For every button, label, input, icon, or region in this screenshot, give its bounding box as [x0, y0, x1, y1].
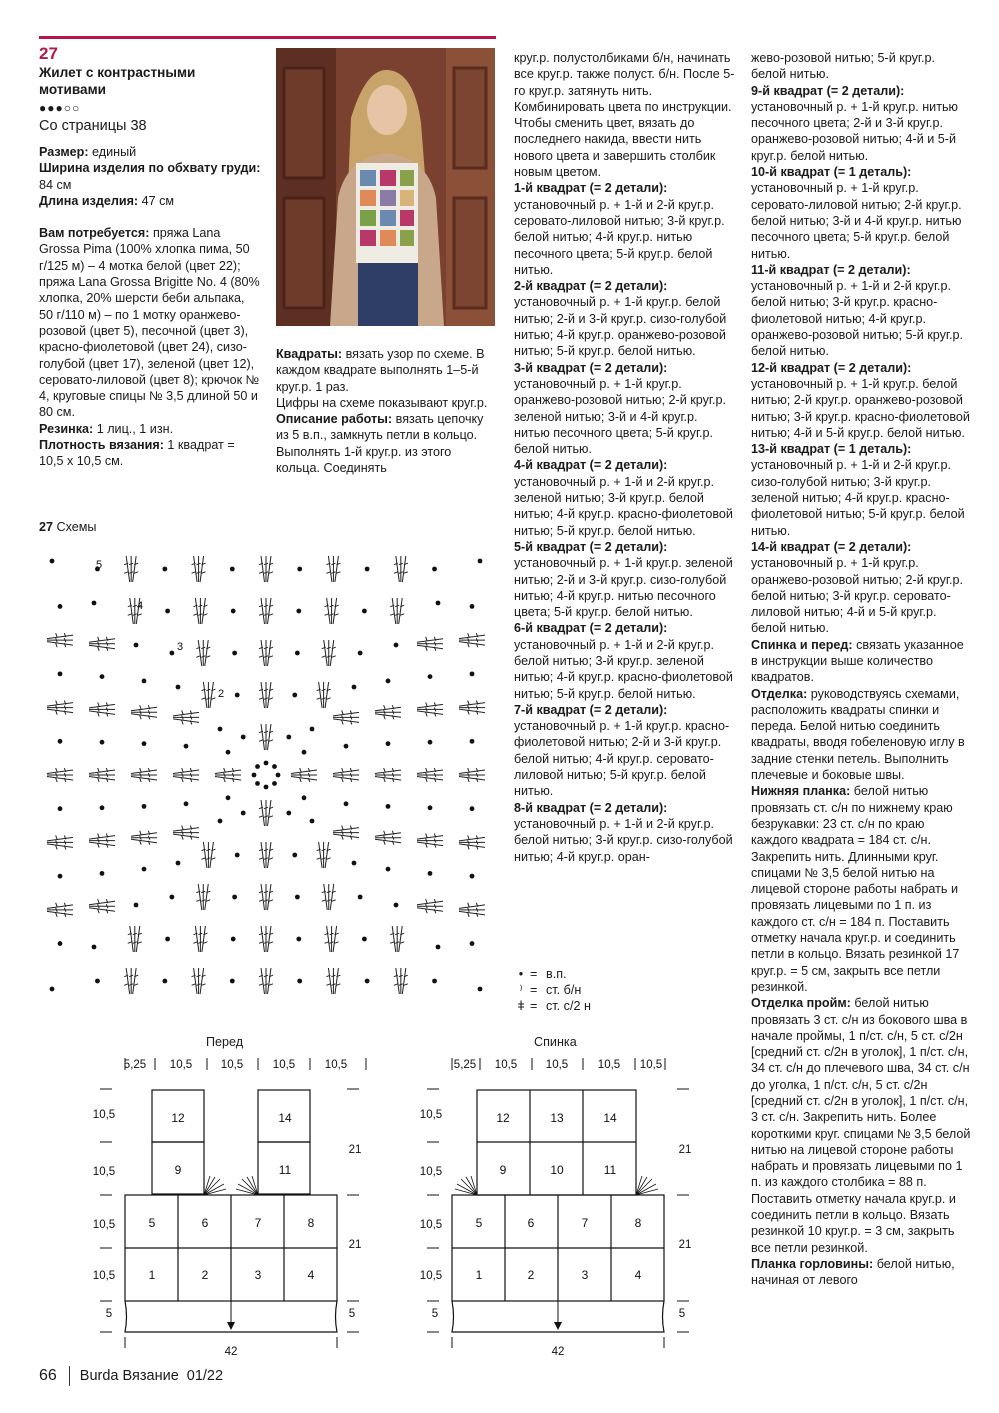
- spec-materials: Вам потребуется: пряжа Lana Grossa Pima (100% хлопка пима, 50 г/125 м) – 4 мотка белой (цвет 22); пряжа Lana Grossa Brigitte No. 4 (80% хлопка, 20% шерсти беби альпака, 50 г/110 м) – по 1 мотку оранжево-розовой (цвет 5), песочной (цвет 3), красно-фиолетовой (цвет 24), сизо-голубой (цвет 17), зеленой (цвет 12), серовато-лиловой (цвет 8); крючок № 4, круговые спицы № 3,5 длиной 50 и 80 см.: [39, 226, 260, 420]
- intro-paragraph-1: круг.р. полустолбиками б/н, начинать все круг.р. также полуст. б/н. После 5-го круг.р. затянуть нить. Комбинировать цвета по инструкции.: [514, 51, 735, 114]
- chain-dot: [252, 773, 257, 778]
- stitch-mark: [47, 701, 73, 715]
- stitch-mark: [259, 842, 273, 868]
- back-left-dim: 10,5: [419, 1166, 443, 1178]
- front-square: 12: [171, 1111, 185, 1125]
- chain-dot: [142, 678, 147, 683]
- page-number: 66: [39, 1367, 57, 1384]
- chain-dot: [235, 853, 240, 858]
- stitch-mark: [259, 598, 273, 624]
- chain-dot: [344, 801, 349, 806]
- chain-dot: [255, 781, 260, 786]
- front-square: 6: [201, 1216, 209, 1230]
- model-photo: [276, 48, 495, 326]
- footer-issue: 01/22: [186, 1368, 224, 1384]
- stitch-mark: [375, 705, 401, 719]
- chain-dot: [165, 937, 170, 942]
- article-number: 27: [39, 44, 58, 63]
- stitch-mark: [333, 710, 359, 724]
- chain-dot: [231, 609, 236, 614]
- back-top-dim: 10,5: [639, 1059, 663, 1071]
- stitch-mark: [173, 768, 199, 782]
- chain-dot: [100, 740, 105, 745]
- front-right-dim: 5: [348, 1308, 356, 1320]
- square-14: 14-й квадрат (= 2 детали): установочный р. + 1-й круг.р. оранжево-розовой нитью; 2-й круг.р. белой нитью; 3-й круг.р. серовато-лиловой нитью; 4-й и 5-й круг.р. белой нитью.: [751, 539, 963, 636]
- chain-dot: [142, 741, 147, 746]
- front-square: 5: [148, 1216, 156, 1230]
- back-square: 1: [475, 1268, 483, 1282]
- stitch-mark: [215, 768, 241, 782]
- front-left-dim: 10,5: [92, 1219, 116, 1231]
- chain-dot: [297, 567, 302, 572]
- stitch-mark: [417, 702, 443, 716]
- chain-dot: [230, 979, 235, 984]
- front-left-dim: 10,5: [92, 1109, 116, 1121]
- chain-dot: [365, 567, 370, 572]
- chain-dot: [226, 795, 231, 800]
- front-right-dim: 21: [348, 1239, 362, 1251]
- square-8-continued: жево-розовой нитью; 5-й круг.р. белой нитью.: [751, 51, 935, 82]
- chain-dot: [241, 811, 246, 816]
- chain-dot: [310, 727, 315, 732]
- chain-dot: [432, 979, 437, 984]
- back-square: 4: [634, 1268, 642, 1282]
- back-square: 3: [581, 1268, 589, 1282]
- back-square: 13: [550, 1111, 564, 1125]
- stitch-mark: [201, 842, 215, 868]
- chain-dot: [58, 604, 63, 609]
- chain-dot: [432, 567, 437, 572]
- chain-dot: [470, 874, 475, 879]
- chain-dot: [230, 567, 235, 572]
- front-top-dim: 10,5: [272, 1059, 296, 1071]
- stitch-mark: [417, 834, 443, 848]
- symbol-legend: [512, 966, 632, 1014]
- stitch-mark: [193, 598, 207, 624]
- front-square: 1: [148, 1268, 156, 1282]
- chain-dot: [272, 781, 277, 786]
- chain-dot: [92, 601, 97, 606]
- chain-dot: [276, 773, 281, 778]
- chain-dot: [344, 744, 349, 749]
- back-square: 9: [499, 1163, 507, 1177]
- stitch-mark: [325, 926, 339, 952]
- front-square: 9: [174, 1163, 182, 1177]
- column-squares-intro: [276, 346, 498, 476]
- stitch-mark: [322, 884, 336, 910]
- stitch-mark: [47, 835, 73, 849]
- stitch-mark: [259, 800, 273, 826]
- column-specs: [39, 44, 261, 470]
- stitch-mark: [128, 926, 142, 952]
- legend-dtr: ǂ = ст. с/2 н: [517, 999, 591, 1013]
- back-square: 14: [603, 1111, 617, 1125]
- digits-note: Цифры на схеме показывают круг.р.: [276, 395, 488, 410]
- square-13: 13-й квадрат (= 1 деталь): установочный р. + 1-й и 2-й круг.р. сизо-голубой нитью; 3-й круг.р. зеленой нитью; 4-й круг.р. красно-фиолетовой нитью; 5-й круг.р. белой нитью.: [751, 442, 965, 538]
- stitch-mark: [459, 768, 485, 782]
- chain-dot: [134, 643, 139, 648]
- chain-dot: [470, 941, 475, 946]
- chain-dot: [365, 979, 370, 984]
- stitch-mark: [394, 556, 408, 582]
- stitch-mark: [193, 926, 207, 952]
- stitch-mark: [124, 968, 138, 994]
- square-10: 10-й квадрат (= 1 деталь): установочный р. + 1-й круг.р. серовато-лиловой нитью; 2-й круг.р. белой нитью; 3-й и 4-й круг.р. нитью песочного цвета; 5-й круг.р. белой нитью.: [751, 165, 962, 261]
- chain-dot: [218, 819, 223, 824]
- chain-dot: [58, 941, 63, 946]
- stitch-mark: [47, 768, 73, 782]
- back-top-dim: 10,5: [494, 1059, 518, 1071]
- spec-width: Ширина изделия по обхвату груди: 84 см: [39, 161, 261, 192]
- chain-dot: [100, 674, 105, 679]
- stitch-mark: [390, 926, 404, 952]
- stitch-mark: [390, 598, 404, 624]
- chain-dot: [286, 735, 291, 740]
- back-square: 8: [634, 1216, 642, 1230]
- stitch-mark: [131, 768, 157, 782]
- chain-dot: [428, 740, 433, 745]
- stitch-mark: [375, 768, 401, 782]
- back-right-dim: 21: [678, 1144, 692, 1156]
- spec-rib: Резинка: 1 лиц., 1 изн.: [39, 421, 174, 436]
- column-squares-1-8: [514, 50, 736, 865]
- chain-dot: [428, 871, 433, 876]
- chain-dot: [95, 979, 100, 984]
- front-square: 2: [201, 1268, 209, 1282]
- front-square: 3: [254, 1268, 262, 1282]
- stitch-mark: [459, 903, 485, 917]
- stitch-mark: [417, 768, 443, 782]
- model-photo-illustration: [276, 48, 495, 326]
- stitch-mark: [47, 903, 73, 917]
- stitch-mark: [89, 702, 115, 716]
- back-bottom-dim: 42: [551, 1346, 565, 1358]
- chain-dot: [386, 678, 391, 683]
- crochet-chart: [36, 540, 496, 1010]
- round-number-2: 2: [218, 688, 225, 700]
- chain-dot: [58, 671, 63, 676]
- back-square: 7: [581, 1216, 589, 1230]
- chain-dot: [310, 819, 315, 824]
- chain-dot: [394, 643, 399, 648]
- back-left-dim: 10,5: [419, 1219, 443, 1231]
- chain-dot: [92, 945, 97, 950]
- spec-gauge: Плотность вязания: 1 квадрат = 10,5 х 10,5 см.: [39, 438, 235, 469]
- chain-dot: [295, 651, 300, 656]
- chain-dot: [470, 604, 475, 609]
- stitch-mark: [333, 768, 359, 782]
- stitch-mark: [417, 637, 443, 651]
- chain-dot: [58, 806, 63, 811]
- chain-dot: [169, 895, 174, 900]
- finishing-paragraph: Отделка: руководствуясь схемами, расположить квадраты спинки и переда. Белой нитью соединить квадраты, вводя гобеленовую иглу в задние стенки петель. Выполнить плечевые и боковые швы.: [751, 686, 965, 783]
- square-12: 12-й квадрат (= 2 детали): установочный р. + 1-й круг.р. белой нитью; 2-й круг.р. оранжево-розовой нитью; 3-й круг.р. красно-фиолетовой нитью; 4-й и 5-й круг.р. белой нитью.: [751, 360, 970, 440]
- footer-brand: Burda Вязание: [79, 1368, 179, 1384]
- chain-dot: [235, 693, 240, 698]
- article-title: Жилет с контрастными мотивами: [39, 65, 196, 97]
- back-title: Спинка: [534, 1035, 577, 1049]
- chain-dot: [134, 903, 139, 908]
- stitch-mark: [459, 633, 485, 647]
- back-top-dim: 10,5: [545, 1059, 569, 1071]
- front-square: 14: [278, 1111, 292, 1125]
- front-left-dim: 10,5: [92, 1270, 116, 1282]
- stitch-mark: [89, 899, 115, 913]
- chain-dot: [142, 804, 147, 809]
- back-left-dim: 10,5: [419, 1109, 443, 1121]
- chain-dot: [436, 601, 441, 606]
- front-right-dim: 21: [348, 1144, 362, 1156]
- stitch-mark: [89, 834, 115, 848]
- square-3: 3-й квадрат (= 2 детали): установочный р. + 1-й круг.р. оранжево-розовой нитью; 2-й круг.р. зеленой нитью; 3-й и 4-й круг.р. нитью песочного цвета; 5-й круг.р. белой нитью.: [514, 360, 726, 457]
- footer-divider: [69, 1366, 70, 1386]
- chain-dot: [169, 651, 174, 656]
- stitch-mark: [124, 556, 138, 582]
- neckband-paragraph: Планка горловины: белой нитью, начиная от левого: [751, 1256, 955, 1288]
- stitch-mark: [196, 640, 210, 666]
- chain-dot: [386, 867, 391, 872]
- back-front-paragraph: Спинка и перед: связать указанное в инструкции выше количество квадратов.: [751, 637, 964, 685]
- back-top-dim: 10,5: [597, 1059, 621, 1071]
- chain-dot: [394, 903, 399, 908]
- spec-length: Длина изделия: 47 см: [39, 193, 175, 208]
- chain-dot: [165, 609, 170, 614]
- chain-dot: [232, 895, 237, 900]
- back-square: 11: [603, 1163, 617, 1177]
- back-schematic: [407, 1052, 707, 1364]
- back-square: 6: [527, 1216, 535, 1230]
- difficulty-rating: ●●●○○: [39, 101, 81, 115]
- front-top-dim: 10,5: [169, 1059, 193, 1071]
- stitch-mark: [417, 899, 443, 913]
- round-number-4: 4: [137, 600, 144, 612]
- chain-dot: [184, 801, 189, 806]
- stitch-mark: [47, 633, 73, 647]
- chain-dot: [264, 761, 269, 766]
- chain-dot: [226, 750, 231, 755]
- stitch-mark: [317, 842, 331, 868]
- stitch-mark: [326, 968, 340, 994]
- square-5: 5-й квадрат (= 2 детали): установочный р. + 1-й круг.р. зеленой нитью; 2-й и 3-й круг.р. сизо-голубой нитью; 4-й круг.р. нитью песочного цвета; 5-й круг.р. белой нитью.: [514, 539, 733, 620]
- stitch-mark: [333, 826, 359, 840]
- front-square: 8: [307, 1216, 315, 1230]
- schemes-label: 27 Схемы: [39, 520, 97, 534]
- front-top-dim: 5,25: [123, 1059, 147, 1071]
- page-footer: [39, 1366, 223, 1386]
- chain-dot: [176, 685, 181, 690]
- stitch-mark: [394, 968, 408, 994]
- chain-dot: [352, 685, 357, 690]
- front-top-dim: 10,5: [324, 1059, 348, 1071]
- chain-dot: [272, 764, 277, 769]
- chain-dot: [142, 867, 147, 872]
- chain-dot: [478, 559, 483, 564]
- stitch-mark: [375, 831, 401, 845]
- front-square: 4: [307, 1268, 315, 1282]
- chain-dot: [286, 811, 291, 816]
- chain-dot: [255, 764, 260, 769]
- chain-dot: [296, 937, 301, 942]
- square-11: 11-й квадрат (= 2 детали): установочный р. + 1-й и 2-й круг.р. белой нитью; 3-й круг.р. красно-фиолетовой нитью; 4-й круг.р. оранжево-розовой нитью; 5-й круг.р. белой нитью.: [751, 262, 963, 359]
- stitch-mark: [259, 682, 273, 708]
- chain-dot: [358, 895, 363, 900]
- front-left-dim: 10,5: [92, 1166, 116, 1178]
- chain-dot: [428, 674, 433, 679]
- stitch-mark: [89, 768, 115, 782]
- legend-chain: • = в.п.: [518, 967, 567, 981]
- back-right-dim: 21: [678, 1239, 692, 1251]
- description-paragraph: Описание работы: вязать цепочку из 5 в.п., замкнуть петли в кольцо. Выполнять 1-й круг.р. из этого кольца. Соединять: [276, 412, 484, 476]
- stitch-mark: [131, 705, 157, 719]
- stitch-mark: [259, 968, 273, 994]
- back-top-dim: 5,25: [453, 1059, 477, 1071]
- front-square: 7: [254, 1216, 262, 1230]
- stitch-mark: [173, 710, 199, 724]
- front-schematic: [80, 1052, 380, 1364]
- chain-dot: [297, 979, 302, 984]
- chain-dot: [50, 987, 55, 992]
- chain-dot: [470, 671, 475, 676]
- chain-dot: [295, 895, 300, 900]
- round-number-3: 3: [177, 641, 184, 653]
- back-square: 12: [496, 1111, 510, 1125]
- chain-dot: [362, 609, 367, 614]
- stitch-mark: [325, 598, 339, 624]
- square-1: 1-й квадрат (= 2 детали): установочный р. + 1-й и 2-й круг.р. серовато-лиловой нитью; 3-й круг.р. белой нитью; 4-й круг.р. нитью песочного цвета; 5-й круг.р. белой нитью.: [514, 181, 725, 277]
- chain-dot: [176, 861, 181, 866]
- chain-dot: [302, 750, 307, 755]
- back-right-dim: 5: [678, 1308, 686, 1320]
- chain-dot: [58, 874, 63, 879]
- stitch-mark: [196, 884, 210, 910]
- armhole-paragraph: Отделка пройм: белой нитью провязать 3 ст. с/н из бокового шва в начале проймы, 1 п/ст. с/н, 5 ст. с/2н [средний ст. с/2н в уголок], 1 п/ст. с/н, 34 ст. с/н до плечевого шва, 34 ст. с/н до уголка, 1 п/ст. с/н, 5 ст. с/2н [средний ст. с/2н в уголок], 1 п/ст. с/н, 3 ст. с/н. Закрепить нить. Более короткими круг. спицами № 3,5 белой нитью на лицевой стороне работы набрать и провязать лицевыми по 1 п. из каждого столбика = 88 п. Поставить отметку начала круг.р. и соединить петли в кольцо. Вязать резинкой 10 круг.р. = 3 см, закрыть все петли резинкой.: [751, 996, 971, 1255]
- chain-dot: [386, 741, 391, 746]
- chain-dot: [362, 937, 367, 942]
- from-page: Со страницы 38: [39, 118, 147, 134]
- back-square: 10: [550, 1163, 564, 1177]
- header-rule: [39, 36, 496, 39]
- chain-dot: [100, 871, 105, 876]
- chain-dot: [428, 805, 433, 810]
- chain-dot: [352, 861, 357, 866]
- square-2: 2-й квадрат (= 2 детали): установочный р. + 1-й круг.р. белой нитью; 2-й и 3-й круг.р. сизо-голубой нитью; 4-й круг.р. оранжево-розовой нитью; 5-й круг.р. белой нитью.: [514, 279, 727, 359]
- front-left-dim: 5: [105, 1308, 113, 1320]
- stitch-mark: [192, 556, 206, 582]
- chain-dot: [292, 853, 297, 858]
- square-7: 7-й квадрат (= 2 детали): установочный р. + 1-й круг.р. красно-фиолетовой нитью; 2-й и 3-й круг.р. белой нитью; 4-й круг.р. серовато-лиловой нитью; 5-й круг.р. белой нитью.: [514, 702, 730, 799]
- chain-dot: [100, 805, 105, 810]
- chain-dot: [58, 739, 63, 744]
- stitch-mark: [326, 556, 340, 582]
- chain-dot: [436, 945, 441, 950]
- hem-paragraph: Нижняя планка: белой нитью провязать ст. с/н по нижнему краю безрукавки: 23 ст. с/н по краю каждого квадрата = 184 ст. с/н. Закрепить нить. Длинными круг. спицами № 3,5 белой нитью на лицевой стороне работы набрать и провязать лицевыми по 1 п. из каждого ст. с/н = 184 п. Поставить отметку начала круг.р. и соединить петли в кольцо. Вязать резинкой 17 круг.р. = 5 см, закрыть все петли резинкой.: [751, 784, 960, 994]
- chain-dot: [241, 735, 246, 740]
- stitch-mark: [291, 768, 317, 782]
- round-number-5: 5: [96, 559, 103, 571]
- back-left-dim: 5: [431, 1308, 439, 1320]
- chain-dot: [264, 785, 269, 790]
- stitch-mark: [317, 682, 331, 708]
- stitch-mark: [259, 884, 273, 910]
- chain-dot: [296, 609, 301, 614]
- front-square: 11: [278, 1163, 292, 1177]
- squares-paragraph: Квадраты: вязать узор по схеме. В каждом квадрате выполнять 1–5-й круг.р. 1 раз.: [276, 347, 485, 394]
- stitch-mark: [259, 556, 273, 582]
- stitch-mark: [131, 831, 157, 845]
- chain-dot: [470, 806, 475, 811]
- chain-dot: [358, 651, 363, 656]
- intro-paragraph-2: Чтобы сменить цвет, вязать до последнего накида, ввести нить нового цвета и завершить столбик новым цветом.: [514, 116, 716, 180]
- stitch-mark: [459, 701, 485, 715]
- back-left-dim: 10,5: [419, 1270, 443, 1282]
- chain-dot: [162, 567, 167, 572]
- chain-dot: [50, 559, 55, 564]
- chain-dot: [478, 987, 483, 992]
- chain-dot: [162, 979, 167, 984]
- chain-dot: [302, 795, 307, 800]
- square-4: 4-й квадрат (= 2 детали): установочный р. + 1-й и 2-й круг.р. зеленой нитью; 3-й круг.р. белой нитью; 4-й круг.р. красно-фиолетовой нитью; 5-й круг.р. белой нитью.: [514, 458, 733, 538]
- stitch-mark: [322, 640, 336, 666]
- front-top-dim: 10,5: [220, 1059, 244, 1071]
- chain-dot: [232, 651, 237, 656]
- front-title: Перед: [206, 1035, 244, 1049]
- stitch-mark: [259, 926, 273, 952]
- spec-size: Размер: единый: [39, 145, 137, 159]
- chain-dot: [292, 693, 297, 698]
- back-square: 2: [527, 1268, 535, 1282]
- chain-dot: [218, 727, 223, 732]
- chain-dot: [470, 739, 475, 744]
- square-9: 9-й квадрат (= 2 детали): установочный р. + 1-й круг.р. нитью песочного цвета; 2-й и 3-й круг.р. оранжево-розовой нитью; 4-й и 5-й круг.р. белой нитью.: [751, 83, 958, 163]
- stitch-mark: [201, 682, 215, 708]
- stitch-mark: [192, 968, 206, 994]
- back-square: 5: [475, 1216, 483, 1230]
- square-8: 8-й квадрат (= 2 детали): установочный р. + 1-й и 2-й круг.р. белой нитью; 3-й круг.р. сизо-голубой нитью; 4-й круг.р. оран-: [514, 800, 733, 864]
- stitch-mark: [259, 640, 273, 666]
- chain-dot: [231, 937, 236, 942]
- stitch-mark: [459, 835, 485, 849]
- chain-dot: [184, 744, 189, 749]
- stitch-mark: [259, 724, 273, 750]
- front-bottom-dim: 42: [224, 1346, 238, 1358]
- column-squares-9-14-finishing: [751, 50, 973, 1289]
- square-6: 6-й квадрат (= 2 детали): установочный р. + 1-й и 2-й круг.р. белой нитью; 3-й круг.р. зеленой нитью; 4-й круг.р. красно-фиолетовой нитью; 5-й круг.р. белой нитью.: [514, 621, 733, 701]
- chain-dot: [386, 804, 391, 809]
- stitch-mark: [173, 826, 199, 840]
- legend-sc: ⁾ = ст. б/н: [519, 983, 582, 997]
- stitch-mark: [89, 637, 115, 651]
